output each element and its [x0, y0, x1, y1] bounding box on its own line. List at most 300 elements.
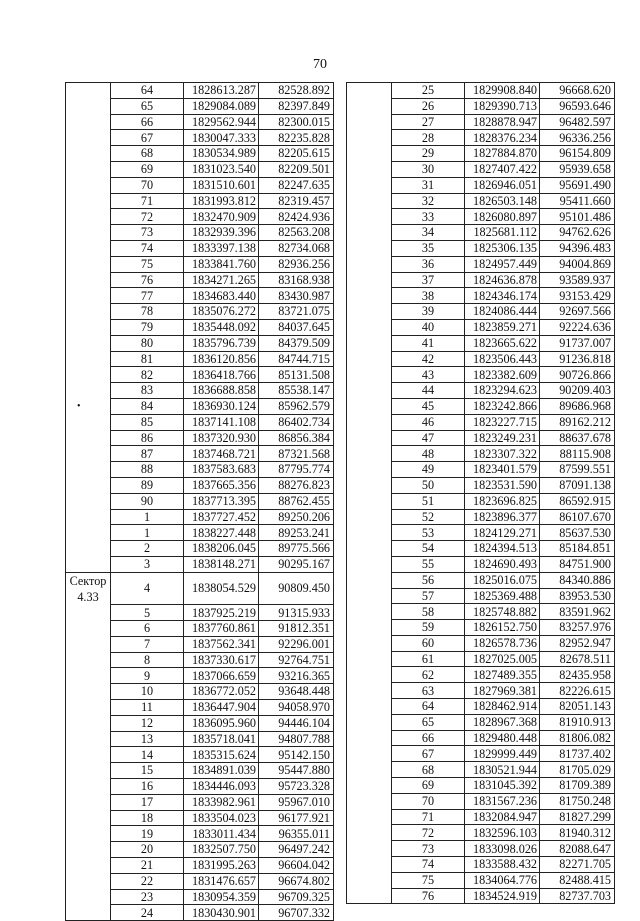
- x-coordinate: 1831476.657: [184, 873, 259, 889]
- section-cell: [66, 525, 111, 541]
- section-cell: [66, 335, 111, 351]
- x-coordinate: 1826152.750: [465, 620, 540, 636]
- x-coordinate: 1826946.051: [465, 177, 540, 193]
- table-row: [347, 272, 615, 288]
- x-coordinate: 1835076.272: [184, 304, 259, 320]
- section-cell: [347, 98, 392, 114]
- table-row: [347, 240, 615, 256]
- x-coordinate: 1831023.540: [184, 161, 259, 177]
- x-coordinate: 1835796.739: [184, 335, 259, 351]
- y-coordinate: 82247.635: [259, 177, 334, 193]
- section-cell: [347, 509, 392, 525]
- section-cell: [347, 620, 392, 636]
- x-coordinate: 1824690.493: [465, 556, 540, 572]
- x-coordinate: 1826503.148: [465, 193, 540, 209]
- y-coordinate: 90209.403: [540, 383, 615, 399]
- point-number: 87: [111, 446, 184, 462]
- section-cell: [347, 556, 392, 572]
- y-coordinate: 82678.511: [540, 651, 615, 667]
- point-number: 55: [392, 556, 465, 572]
- x-coordinate: 1833397.138: [184, 240, 259, 256]
- table-row: [347, 825, 615, 841]
- x-coordinate: 1835718.041: [184, 731, 259, 747]
- point-number: 82: [111, 367, 184, 383]
- x-coordinate: 1833588.432: [465, 857, 540, 873]
- table-row: [347, 114, 615, 130]
- point-number: 69: [392, 778, 465, 794]
- point-number: 28: [392, 130, 465, 146]
- x-coordinate: 1823401.579: [465, 462, 540, 478]
- y-coordinate: 95967.010: [259, 794, 334, 810]
- y-coordinate: 83257.976: [540, 620, 615, 636]
- section-cell: [347, 83, 392, 99]
- table-row: [66, 636, 334, 652]
- section-cell: [347, 272, 392, 288]
- point-number: 21: [111, 857, 184, 873]
- table-row: [347, 367, 615, 383]
- y-coordinate: 90809.450: [259, 572, 334, 605]
- section-cell: [66, 873, 111, 889]
- section-cell: [347, 430, 392, 446]
- y-coordinate: 96668.620: [540, 83, 615, 99]
- section-cell: [66, 778, 111, 794]
- section-cell: [66, 636, 111, 652]
- x-coordinate: 1830430.901: [184, 905, 259, 921]
- point-number: 68: [392, 762, 465, 778]
- point-number: 24: [111, 905, 184, 921]
- y-coordinate: 81705.029: [540, 762, 615, 778]
- point-number: 76: [392, 888, 465, 904]
- section-cell: [66, 462, 111, 478]
- x-coordinate: 1830047.333: [184, 130, 259, 146]
- section-cell: [66, 383, 111, 399]
- x-coordinate: 1829562.944: [184, 114, 259, 130]
- table-row: [66, 699, 334, 715]
- y-coordinate: 82488.415: [540, 872, 615, 888]
- section-cell: [347, 730, 392, 746]
- section-cell: [347, 667, 392, 683]
- x-coordinate: 1827884.870: [465, 146, 540, 162]
- section-cell: [347, 462, 392, 478]
- table-row: [347, 667, 615, 683]
- table-row: [66, 668, 334, 684]
- x-coordinate: 1837760.861: [184, 621, 259, 637]
- table-row: [347, 146, 615, 162]
- section-cell: [347, 651, 392, 667]
- y-coordinate: 81709.389: [540, 778, 615, 794]
- x-coordinate: 1836772.052: [184, 684, 259, 700]
- section-cell: [66, 367, 111, 383]
- point-number: 30: [392, 161, 465, 177]
- x-coordinate: 1836418.766: [184, 367, 259, 383]
- x-coordinate: 1823382.609: [465, 367, 540, 383]
- point-number: 36: [392, 256, 465, 272]
- point-number: 48: [392, 446, 465, 462]
- point-number: 45: [392, 398, 465, 414]
- section-cell: [347, 841, 392, 857]
- table-row: [347, 778, 615, 794]
- table-row: [66, 351, 334, 367]
- x-coordinate: 1836688.858: [184, 383, 259, 399]
- table-row: [66, 842, 334, 858]
- section-cell: [66, 446, 111, 462]
- point-number: 51: [392, 493, 465, 509]
- x-coordinate: 1829480.448: [465, 730, 540, 746]
- point-number: 43: [392, 367, 465, 383]
- point-number: 47: [392, 430, 465, 446]
- section-cell: [347, 683, 392, 699]
- y-coordinate: 87321.568: [259, 446, 334, 462]
- point-number: 1: [111, 525, 184, 541]
- point-number: 3: [111, 556, 184, 572]
- table-row: [347, 699, 615, 715]
- y-coordinate: 94446.104: [259, 715, 334, 731]
- point-number: 18: [111, 810, 184, 826]
- y-coordinate: 96482.597: [540, 114, 615, 130]
- point-number: 56: [392, 572, 465, 588]
- section-cell: [66, 605, 111, 621]
- table-row: [347, 730, 615, 746]
- section-cell: [347, 161, 392, 177]
- point-number: 23: [111, 889, 184, 905]
- section-cell: [347, 304, 392, 320]
- y-coordinate: 84037.645: [259, 319, 334, 335]
- x-coordinate: 1833011.434: [184, 826, 259, 842]
- table-row: [66, 747, 334, 763]
- section-cell: [347, 130, 392, 146]
- x-coordinate: 1825306.135: [465, 240, 540, 256]
- table-row: [347, 209, 615, 225]
- section-cell: [347, 493, 392, 509]
- point-number: 46: [392, 414, 465, 430]
- point-number: 75: [111, 256, 184, 272]
- table-row: [66, 367, 334, 383]
- point-number: 37: [392, 272, 465, 288]
- section-cell: [66, 477, 111, 493]
- table-row: [347, 872, 615, 888]
- x-coordinate: 1833098.026: [465, 841, 540, 857]
- y-coordinate: 96154.809: [540, 146, 615, 162]
- y-coordinate: 82424.936: [259, 209, 334, 225]
- section-cell: [66, 794, 111, 810]
- y-coordinate: 81827.299: [540, 809, 615, 825]
- table-row: [347, 193, 615, 209]
- y-coordinate: 82271.705: [540, 857, 615, 873]
- section-cell: [66, 146, 111, 162]
- section-cell: [66, 763, 111, 779]
- y-coordinate: 89686.968: [540, 398, 615, 414]
- point-number: 38: [392, 288, 465, 304]
- table-row: [347, 288, 615, 304]
- point-number: 74: [111, 240, 184, 256]
- y-coordinate: 91236.818: [540, 351, 615, 367]
- x-coordinate: 1824346.174: [465, 288, 540, 304]
- x-coordinate: 1832939.396: [184, 225, 259, 241]
- point-number: 83: [111, 383, 184, 399]
- point-number: 33: [392, 209, 465, 225]
- y-coordinate: 92764.751: [259, 652, 334, 668]
- table-row: [347, 793, 615, 809]
- section-cell: [347, 177, 392, 193]
- table-row: [347, 683, 615, 699]
- table-row: [66, 477, 334, 493]
- point-number: 58: [392, 604, 465, 620]
- y-coordinate: 96674.802: [259, 873, 334, 889]
- point-number: 44: [392, 383, 465, 399]
- table-row: [66, 446, 334, 462]
- section-cell: [347, 225, 392, 241]
- x-coordinate: 1832084.947: [465, 809, 540, 825]
- point-number: 9: [111, 668, 184, 684]
- point-number: 89: [111, 477, 184, 493]
- x-coordinate: 1830534.989: [184, 146, 259, 162]
- x-coordinate: 1823242.866: [465, 398, 540, 414]
- point-number: 12: [111, 715, 184, 731]
- section-cell: [347, 367, 392, 383]
- y-coordinate: 95691.490: [540, 177, 615, 193]
- x-coordinate: 1837330.617: [184, 652, 259, 668]
- y-coordinate: 90726.866: [540, 367, 615, 383]
- x-coordinate: 1835315.624: [184, 747, 259, 763]
- table-row: [66, 288, 334, 304]
- x-coordinate: 1827025.005: [465, 651, 540, 667]
- y-coordinate: 84340.886: [540, 572, 615, 588]
- table-row: [347, 651, 615, 667]
- table-row: [347, 509, 615, 525]
- x-coordinate: 1833982.961: [184, 794, 259, 810]
- table-row: [347, 809, 615, 825]
- point-number: 66: [111, 114, 184, 130]
- table-row: [347, 446, 615, 462]
- table-row: [347, 98, 615, 114]
- point-number: 65: [111, 98, 184, 114]
- table-row: [66, 889, 334, 905]
- point-number: 64: [392, 699, 465, 715]
- x-coordinate: 1838227.448: [184, 525, 259, 541]
- point-number: 2: [111, 541, 184, 557]
- y-coordinate: 82226.615: [540, 683, 615, 699]
- x-coordinate: 1831993.812: [184, 193, 259, 209]
- table-row: [66, 193, 334, 209]
- section-cell: [66, 209, 111, 225]
- point-number: 73: [392, 841, 465, 857]
- x-coordinate: 1837066.659: [184, 668, 259, 684]
- y-coordinate: 89775.566: [259, 541, 334, 557]
- x-coordinate: 1828967.368: [465, 714, 540, 730]
- section-cell: [66, 889, 111, 905]
- y-coordinate: 85538.147: [259, 383, 334, 399]
- point-number: 26: [392, 98, 465, 114]
- y-coordinate: 87091.138: [540, 477, 615, 493]
- point-number: 15: [111, 763, 184, 779]
- x-coordinate: 1830521.944: [465, 762, 540, 778]
- table-row: [66, 383, 334, 399]
- y-coordinate: 88637.678: [540, 430, 615, 446]
- section-cell: [66, 493, 111, 509]
- section-cell: [66, 225, 111, 241]
- point-number: 14: [111, 747, 184, 763]
- table-row: [347, 83, 615, 99]
- y-coordinate: 91737.007: [540, 335, 615, 351]
- point-number: 19: [111, 826, 184, 842]
- y-coordinate: 86402.734: [259, 414, 334, 430]
- section-cell: [347, 398, 392, 414]
- point-number: 31: [392, 177, 465, 193]
- section-cell: [66, 414, 111, 430]
- table-row: [347, 335, 615, 351]
- point-number: 32: [392, 193, 465, 209]
- x-coordinate: 1831567.236: [465, 793, 540, 809]
- y-coordinate: 85184.851: [540, 541, 615, 557]
- x-coordinate: 1838054.529: [184, 572, 259, 605]
- table-row: [347, 493, 615, 509]
- x-coordinate: 1824636.878: [465, 272, 540, 288]
- section-cell: [347, 888, 392, 904]
- section-cell: [347, 351, 392, 367]
- x-coordinate: 1826080.897: [465, 209, 540, 225]
- y-coordinate: 84751.900: [540, 556, 615, 572]
- x-coordinate: 1837320.930: [184, 430, 259, 446]
- table-row: [347, 462, 615, 478]
- section-cell: [66, 715, 111, 731]
- y-coordinate: 82734.068: [259, 240, 334, 256]
- x-coordinate: 1837713.395: [184, 493, 259, 509]
- table-row: [66, 319, 334, 335]
- section-cell: [66, 509, 111, 525]
- table-row: [347, 383, 615, 399]
- point-number: 71: [392, 809, 465, 825]
- y-coordinate: 93589.937: [540, 272, 615, 288]
- table-row: [347, 841, 615, 857]
- table-row: [347, 556, 615, 572]
- section-cell: [347, 635, 392, 651]
- x-coordinate: 1829390.713: [465, 98, 540, 114]
- x-coordinate: 1837925.219: [184, 605, 259, 621]
- x-coordinate: 1837141.108: [184, 414, 259, 430]
- x-coordinate: 1836930.124: [184, 398, 259, 414]
- y-coordinate: 82051.143: [540, 699, 615, 715]
- point-number: 27: [392, 114, 465, 130]
- table-row: [347, 177, 615, 193]
- table-row: [347, 477, 615, 493]
- table-row: [66, 905, 334, 921]
- table-row: [66, 509, 334, 525]
- point-number: 80: [111, 335, 184, 351]
- y-coordinate: 95939.658: [540, 161, 615, 177]
- x-coordinate: 1828878.947: [465, 114, 540, 130]
- point-number: 39: [392, 304, 465, 320]
- y-coordinate: 95447.880: [259, 763, 334, 779]
- y-coordinate: 83430.987: [259, 288, 334, 304]
- section-cell: [66, 541, 111, 557]
- x-coordinate: 1823696.825: [465, 493, 540, 509]
- x-coordinate: 1823294.623: [465, 383, 540, 399]
- x-coordinate: 1838148.271: [184, 556, 259, 572]
- table-row: [347, 541, 615, 557]
- section-cell: [66, 556, 111, 572]
- point-number: 8: [111, 652, 184, 668]
- point-number: 42: [392, 351, 465, 367]
- point-number: 53: [392, 525, 465, 541]
- x-coordinate: 1832470.909: [184, 209, 259, 225]
- x-coordinate: 1829084.089: [184, 98, 259, 114]
- x-coordinate: 1825016.075: [465, 572, 540, 588]
- x-coordinate: 1823896.377: [465, 509, 540, 525]
- section-cell: [66, 731, 111, 747]
- section-cell: [66, 193, 111, 209]
- point-number: 5: [111, 605, 184, 621]
- y-coordinate: 81940.312: [540, 825, 615, 841]
- table-row: [66, 556, 334, 572]
- point-number: 79: [111, 319, 184, 335]
- y-coordinate: 88115.908: [540, 446, 615, 462]
- section-cell: [66, 699, 111, 715]
- point-number: 68: [111, 146, 184, 162]
- y-coordinate: 96355.011: [259, 826, 334, 842]
- point-number: 1: [111, 509, 184, 525]
- y-coordinate: 82088.647: [540, 841, 615, 857]
- y-coordinate: 82737.703: [540, 888, 615, 904]
- section-cell: [66, 905, 111, 921]
- section-cell: [66, 256, 111, 272]
- section-cell: [66, 114, 111, 130]
- table-row: [66, 493, 334, 509]
- section-cell: [66, 652, 111, 668]
- table-row: [66, 605, 334, 621]
- y-coordinate: 93216.365: [259, 668, 334, 684]
- section-cell: [347, 525, 392, 541]
- y-coordinate: 81737.402: [540, 746, 615, 762]
- point-number: 54: [392, 541, 465, 557]
- section-cell: [347, 572, 392, 588]
- table-row: [66, 731, 334, 747]
- section-cell: [347, 714, 392, 730]
- section-cell: [347, 762, 392, 778]
- y-coordinate: 93153.429: [540, 288, 615, 304]
- table-row: [66, 873, 334, 889]
- x-coordinate: 1837727.452: [184, 509, 259, 525]
- point-number: 71: [111, 193, 184, 209]
- section-cell: [66, 161, 111, 177]
- table-row: [347, 572, 615, 588]
- x-coordinate: 1823227.715: [465, 414, 540, 430]
- x-coordinate: 1825369.488: [465, 588, 540, 604]
- table-row: [66, 826, 334, 842]
- table-row: [66, 98, 334, 114]
- y-coordinate: 85131.508: [259, 367, 334, 383]
- section-cell: [347, 825, 392, 841]
- section-cell: [66, 83, 111, 99]
- section-cell: [347, 193, 392, 209]
- y-coordinate: 96709.325: [259, 889, 334, 905]
- point-number: 52: [392, 509, 465, 525]
- section-cell: [347, 256, 392, 272]
- y-coordinate: 86856.384: [259, 430, 334, 446]
- section-cell: [66, 747, 111, 763]
- point-number: 7: [111, 636, 184, 652]
- point-number: 77: [111, 288, 184, 304]
- y-coordinate: 82235.828: [259, 130, 334, 146]
- table-row: [66, 763, 334, 779]
- y-coordinate: 82528.892: [259, 83, 334, 99]
- section-cell: [66, 668, 111, 684]
- table-row: [347, 430, 615, 446]
- point-number: 78: [111, 304, 184, 320]
- y-coordinate: 91812.351: [259, 621, 334, 637]
- x-coordinate: 1824394.513: [465, 541, 540, 557]
- point-number: 84: [111, 398, 184, 414]
- point-number: 29: [392, 146, 465, 162]
